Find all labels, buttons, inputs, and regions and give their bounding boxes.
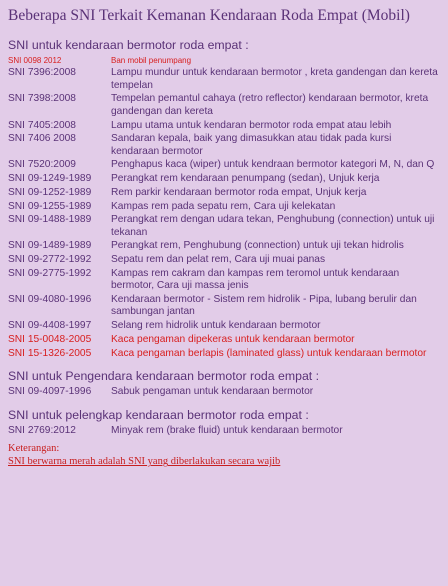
section-gap: [8, 361, 440, 369]
sni-code: SNI 09-2772-1992: [8, 254, 92, 266]
sni-description: Kaca pengaman berlapis (laminated glass) untuk kendaraan bermotor: [111, 347, 427, 359]
sni-description: Sabuk pengaman untuk kendaraan bermotor: [111, 386, 314, 398]
sni-section: [8, 369, 440, 399]
sni-description: Sandaran kepala, baik yang dimasukkan atau tidak pada kursi kendaraan bermotor: [111, 133, 392, 157]
sni-description: Lampu mundur untuk kendaraan bermotor , kreta gandengan dan kereta tempelan: [111, 67, 438, 91]
sni-code: SNI 7398:2008: [8, 93, 76, 105]
sni-description: Tempelan pemantul cahaya (retro reflector) kendaraan bermotor, kreta gandengan dan kereta: [111, 93, 429, 117]
sni-code: SNI 09-1255-1989: [8, 200, 92, 212]
sni-row: [8, 173, 440, 186]
sni-row: [8, 254, 440, 267]
sni-row: [8, 425, 440, 438]
sni-row: [8, 55, 440, 66]
sni-description: Rem parkir kendaraan bermotor roda empat, Unjuk kerja: [111, 186, 367, 198]
sni-row: [8, 240, 440, 253]
sni-section: [8, 38, 440, 360]
sni-row: [8, 214, 440, 239]
sni-code: SNI 7396:2008: [8, 67, 76, 79]
sni-code: SNI 7405:2008: [8, 119, 76, 131]
sni-code: SNI 09-1252-1989: [8, 186, 92, 198]
sni-section: [8, 408, 440, 438]
sni-code: SNI 7406 2008: [8, 133, 76, 145]
section-heading: SNI untuk pelengkap kendaraan bermotor roda empat :: [8, 407, 309, 422]
sni-code: SNI 09-4408-1997: [8, 320, 92, 332]
sni-code: SNI 09-4097-1996: [8, 386, 92, 398]
sni-description: Penghapus kaca (wiper) untuk kendraan bermotor kategori M, N, dan Q: [111, 159, 435, 171]
sni-row: [8, 268, 440, 293]
sni-row: [8, 294, 440, 319]
sni-row: [8, 67, 440, 92]
sni-code: SNI 09-1489-1989: [8, 240, 92, 252]
sni-row: [8, 120, 440, 133]
sni-code: SNI 2769:2012: [8, 424, 76, 436]
note-text: SNI berwarna merah adalah SNI yang diberlakukan secara wajib: [8, 456, 281, 468]
sni-description: Lampu utama untuk kendaran bermotor roda empat atau lebih: [111, 119, 392, 131]
note-label: Keterangan:: [8, 443, 60, 455]
sni-code: SNI 09-4080-1996: [8, 293, 92, 305]
sni-description: Minyak rem (brake fluid) untuk kendaraan bermotor: [111, 424, 343, 436]
sni-code: SNI 7520:2009: [8, 159, 76, 171]
sni-code: SNI 15-0048-2005: [8, 333, 92, 345]
page-title: Beberapa SNI Terkait Kemanan Kendaraan Roda Empat (Mobil): [8, 7, 410, 24]
section-gap: [8, 400, 440, 408]
sni-code: SNI 09-1488-1989: [8, 214, 92, 226]
sni-code: SNI 09-2775-1992: [8, 267, 92, 279]
sni-description: Perangkat rem dengan udara tekan, Penghubung (connection) untuk uji tekanan: [111, 214, 435, 238]
sni-code: SNI 15-1326-2005: [8, 347, 92, 359]
sni-description: Perangkat rem, Penghubung (connection) untuk uji tekan hidrolis: [111, 240, 404, 252]
sni-description: Ban mobil penumpang: [111, 56, 192, 65]
sni-description: Perangkat rem kendaraan penumpang (sedan), Unjuk kerja: [111, 173, 380, 185]
sni-description: Kampas rem cakram dan kampas rem teromol untuk kendaraan bermotor, Cara uji massa jenis: [111, 267, 400, 292]
sni-row: [8, 334, 440, 347]
sni-row: [8, 348, 440, 361]
sni-row: [8, 320, 440, 333]
sni-row: [8, 201, 440, 214]
sni-description: Kampas rem pada sepatu rem, Cara uji kelekatan: [111, 200, 336, 212]
sni-row: [8, 133, 440, 158]
sections-container: [8, 38, 440, 437]
sni-code: SNI 0098 2012: [8, 56, 62, 65]
section-heading: SNI untuk kendaraan bermotor roda empat :: [8, 38, 249, 52]
sni-row: [8, 93, 440, 118]
sni-row: [8, 187, 440, 200]
sni-description: Kaca pengaman dipekeras untuk kendaraan bermotor: [111, 333, 355, 345]
section-heading: SNI untuk Pengendara kendaraan bermotor roda empat :: [8, 369, 320, 384]
sni-description: Selang rem hidrolik untuk kendaraan bermotor: [111, 320, 321, 332]
sni-row: [8, 159, 440, 172]
sni-description: Kendaraan bermotor - Sistem rem hidrolik - Pipa, lubang berulir dan sambungan jantan: [111, 293, 417, 318]
sni-description: Sepatu rem dan pelat rem, Cara uji muai panas: [111, 254, 326, 266]
sni-row: [8, 386, 440, 399]
sni-code: SNI 09-1249-1989: [8, 173, 92, 185]
